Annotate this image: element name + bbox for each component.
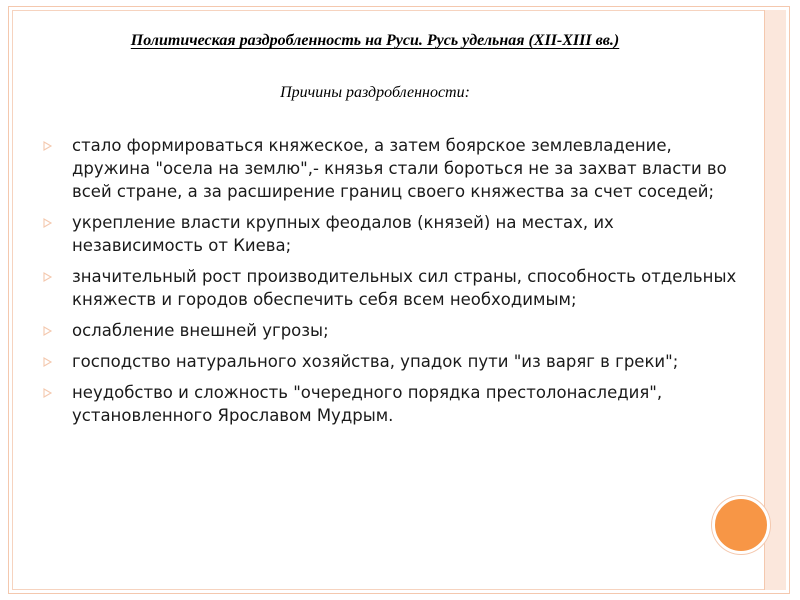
bullet-icon xyxy=(42,325,54,337)
bullet-icon xyxy=(42,356,54,368)
right-decorative-band xyxy=(764,10,786,590)
bullet-text: значительный рост производительных сил страны, способность отдельных княжеств и городов обеспечить себя всем необходимым; xyxy=(72,267,737,309)
bullet-item xyxy=(42,381,742,427)
bullet-text: неудобство и сложность "очередного порядка престолонаследия", установленного Ярославом Мудрым. xyxy=(72,383,663,425)
bullet-icon xyxy=(42,387,54,399)
bullet-icon xyxy=(42,140,54,152)
bullet-item xyxy=(42,350,742,373)
bullet-item xyxy=(42,265,742,311)
bullet-item xyxy=(42,211,742,257)
bullet-item xyxy=(42,319,742,342)
slide-subtitle: Причины раздробленности: xyxy=(280,84,470,101)
bullet-icon xyxy=(42,217,54,229)
bullet-text: ослабление внешней угрозы; xyxy=(72,321,329,340)
bullet-text: укрепление власти крупных феодалов (князей) на местах, их независимость от Киева; xyxy=(72,213,614,255)
bullet-text: господство натурального хозяйства, упадок пути "из варяг в греки"; xyxy=(72,352,679,371)
bullet-item xyxy=(42,134,742,203)
bullet-list xyxy=(42,134,742,435)
bullet-text: стало формироваться княжеское, а затем боярское землевладение, дружина "осела на землю",- князья стали бороться не за захват власти во всей стране, а за расширение границ своего княжества за счет соседей; xyxy=(72,136,727,201)
bullet-icon xyxy=(42,271,54,283)
slide-title: Политическая раздробленность на Руси. Русь удельная (XII-XIII вв.) xyxy=(130,32,620,49)
orange-circle-decoration xyxy=(712,496,770,554)
